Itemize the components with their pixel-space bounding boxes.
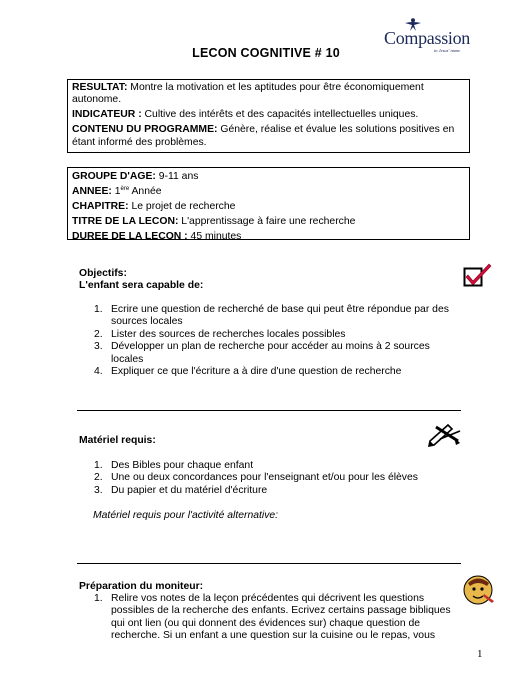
materiel-heading: Matériel requis: bbox=[79, 435, 156, 446]
resultat-label: RESULTAT: bbox=[72, 82, 128, 93]
summary-box bbox=[67, 79, 470, 153]
list-item: 4. Expliquer ce que l'écriture a à dire d'une question de recherche bbox=[94, 366, 402, 378]
indicateur-row bbox=[72, 109, 465, 121]
lesson-info-box bbox=[67, 167, 470, 243]
contenu-label: CONTENU DU PROGRAMME: bbox=[72, 124, 218, 136]
chapitre-value: Le projet de recherche bbox=[128, 201, 236, 213]
chapitre-label: CHAPITRE: bbox=[72, 201, 129, 213]
contenu-row bbox=[72, 124, 465, 149]
chapitre-row bbox=[72, 200, 465, 213]
teacher-icon bbox=[462, 574, 496, 606]
age-row bbox=[72, 170, 465, 183]
annee-num: 1 bbox=[111, 186, 121, 198]
objectifs-list bbox=[91, 304, 451, 378]
titre-value: L'apprentissage à faire une recherche bbox=[178, 216, 356, 228]
list-item: 2. Lister des sources de recherches locales possibles bbox=[94, 328, 346, 340]
duree-label: DUREE DE LA LECON : bbox=[72, 231, 188, 243]
annee-sup: ère bbox=[120, 186, 130, 193]
pencil-tools-icon bbox=[426, 421, 462, 447]
materiel-list bbox=[91, 460, 451, 497]
indicateur-text: Cultive des intérêts et des capacités intellectuelles uniques. bbox=[141, 109, 419, 121]
page-title: LECON COGNITIVE # 10 bbox=[192, 46, 340, 60]
annee-row bbox=[72, 185, 465, 198]
section-divider bbox=[77, 563, 461, 564]
annee-label: ANNEE: bbox=[72, 186, 112, 198]
preparation-list bbox=[91, 593, 453, 643]
list-item: 3. Développer un plan de recherche pour accéder au moins à 2 sources locales bbox=[94, 341, 430, 365]
duree-value: 45 minutes bbox=[187, 231, 242, 243]
list-item: 2. Une ou deux concordances pour l'enseignant et/ou pour les élèves bbox=[94, 472, 418, 484]
list-item: 1. Ecrire une question de recherché de base qui peut être répondue par des sources locales bbox=[94, 304, 449, 328]
contenu-text: Génère, réalise et évalue les solutions positives en étant informé des problèmes. bbox=[72, 124, 455, 148]
list-item: 3. Du papier et du matériel d'écriture bbox=[94, 484, 268, 496]
preparation-heading: Préparation du moniteur: bbox=[79, 581, 204, 592]
indicateur-label: INDICATEUR : bbox=[72, 109, 142, 121]
list-item: 1. Des Bibles pour chaque enfant bbox=[94, 460, 254, 471]
titre-row bbox=[72, 215, 465, 228]
age-value: 9-11 ans bbox=[155, 171, 199, 182]
section-divider bbox=[77, 410, 461, 411]
logo-tagline: in Jesus' name bbox=[434, 48, 461, 53]
objectifs-heading: Objectifs: bbox=[79, 268, 127, 279]
age-label: GROUPE D'AGE: bbox=[72, 171, 156, 182]
alternative-materiel-note: Matériel requis pour l'activité alternative: bbox=[93, 510, 279, 521]
objectifs-subheading: L'enfant sera capable de: bbox=[79, 280, 204, 291]
resultat-text: Montre la motivation et les aptitudes pour être économiquement autonome. bbox=[72, 82, 424, 106]
compassion-logo bbox=[382, 18, 478, 58]
logo-wordmark: Compassion bbox=[384, 28, 471, 48]
list-item: 1. Relire vos notes de la leçon précédentes qui décrivent les questions possibles de la recherche des enfants. Ecrivez certains passage bibliques qui ont lien (ou qui donnent des évidences sur) chaque question de recherche. Si un enfant a une question sur la cuisine ou le repas, vous bbox=[94, 593, 451, 642]
duree-row bbox=[72, 230, 465, 243]
checkbox-check-icon bbox=[463, 262, 493, 288]
page-number: 1 bbox=[477, 648, 483, 660]
annee-rest: Année bbox=[129, 186, 162, 198]
resultat-row bbox=[72, 82, 465, 107]
titre-label: TITRE DE LA LECON: bbox=[72, 216, 179, 228]
